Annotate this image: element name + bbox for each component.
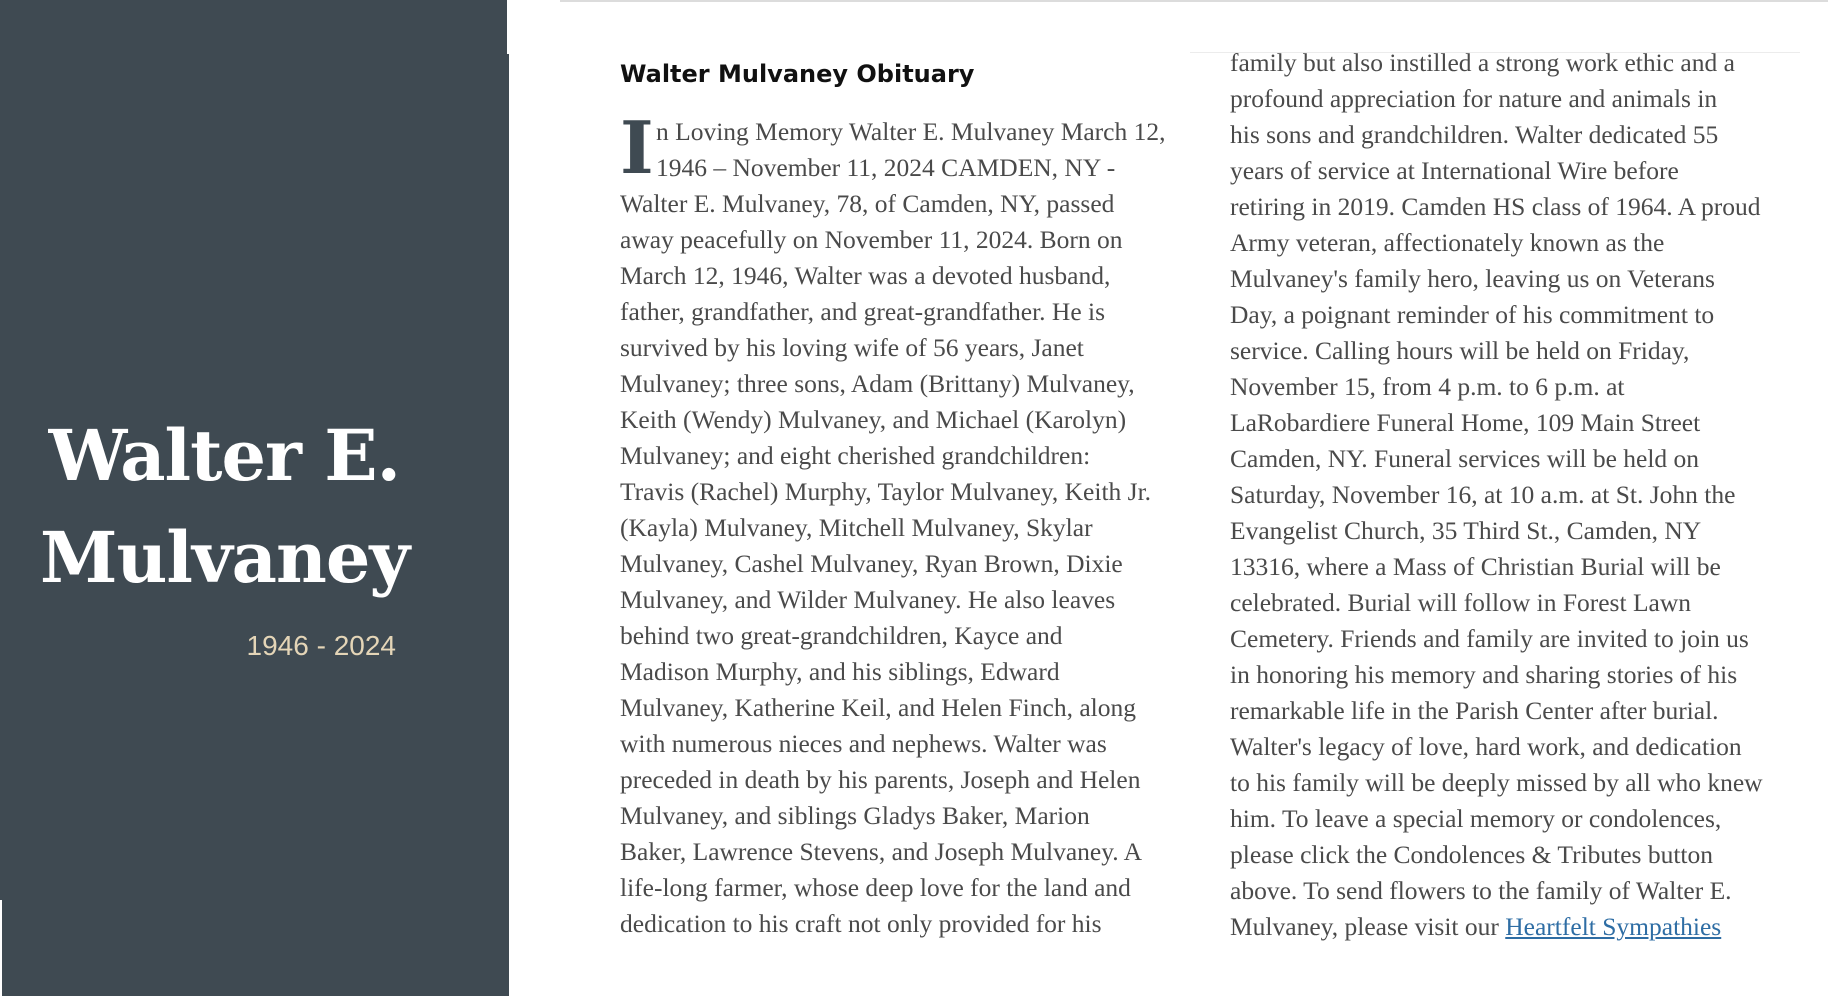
obituary-line: Mulvaney; and eight cherished grandchildren:	[620, 441, 1091, 470]
obituary-line: father, grandfather, and great-grandfather. He is	[620, 297, 1106, 326]
obituary-line: Army veteran, affectionately known as the	[1230, 228, 1665, 257]
obituary-line: Keith (Wendy) Mulvaney, and Michael (Karolyn)	[620, 405, 1127, 434]
heartfelt-sympathies-link[interactable]: Heartfelt Sympathies	[1505, 912, 1722, 941]
obituary-line: please click the Condolences & Tributes button	[1230, 840, 1714, 869]
obituary-line: (Kayla) Mulvaney, Mitchell Mulvaney, Skylar	[620, 513, 1093, 542]
obituary-line: Camden, NY. Funeral services will be held on	[1230, 444, 1700, 473]
obituary-line: Day, a poignant reminder of his commitment to	[1230, 300, 1715, 329]
obituary-line: Mulvaney, and siblings Gladys Baker, Marion	[620, 801, 1090, 830]
deceased-name	[40, 405, 410, 609]
obituary-line: LaRobardiere Funeral Home, 109 Main Street	[1230, 408, 1701, 437]
obituary-line-final	[1230, 909, 1763, 945]
obituary-line: in honoring his memory and sharing stories of his	[1230, 660, 1738, 689]
obituary-line: to his family will be deeply missed by all who knew	[1230, 768, 1763, 797]
top-divider	[560, 0, 1828, 2]
obituary-line: life-long farmer, whose deep love for the land and	[620, 873, 1131, 902]
obituary-line: away peacefully on November 11, 2024. Born on	[620, 225, 1123, 254]
obituary-line: remarkable life in the Parish Center after burial.	[1230, 696, 1719, 725]
obituary-title: Walter Mulvaney Obituary	[620, 60, 975, 88]
life-dates: 1946 - 2024	[246, 630, 396, 661]
obituary-line: celebrated. Burial will follow in Forest Lawn	[1230, 588, 1692, 617]
obituary-line: Saturday, November 16, at 10 a.m. at St. John the	[1230, 480, 1736, 509]
obituary-line: Mulvaney, Cashel Mulvaney, Ryan Brown, Dixie	[620, 549, 1123, 578]
obituary-text-right-column	[1230, 45, 1763, 945]
obituary-line: retiring in 2019. Camden HS class of 1964. A proud	[1230, 192, 1761, 221]
obituary-line: with numerous nieces and nephews. Walter was	[620, 729, 1107, 758]
obituary-line: behind two great-grandchildren, Kayce and	[620, 621, 1063, 650]
obituary-line: 1946 – November 11, 2024 CAMDEN, NY -	[656, 153, 1116, 182]
obituary-line: him. To leave a special memory or condolences,	[1230, 804, 1722, 833]
banner-notch-top	[507, 0, 517, 54]
obituary-line: 13316, where a Mass of Christian Burial will be	[1230, 552, 1721, 581]
obituary-line: Mulvaney; three sons, Adam (Brittany) Mulvaney,	[620, 369, 1135, 398]
obituary-line: Cemetery. Friends and family are invited to join us	[1230, 624, 1749, 653]
obituary-line: Baker, Lawrence Stevens, and Joseph Mulvaney. A	[620, 837, 1143, 866]
obituary-line: profound appreciation for nature and animals in	[1230, 84, 1718, 113]
obituary-line: Evangelist Church, 35 Third St., Camden, NY	[1230, 516, 1702, 545]
obituary-line: survived by his loving wife of 56 years, Janet	[620, 333, 1084, 362]
obituary-line: dedication to his craft not only provided for his	[620, 909, 1102, 938]
final-line-text: Mulvaney, please visit our	[1230, 912, 1506, 941]
obituary-line: November 15, from 4 p.m. to 6 p.m. at	[1230, 372, 1625, 401]
name-banner	[0, 0, 509, 996]
obituary-line: above. To send flowers to the family of Walter E.	[1230, 876, 1732, 905]
obituary-line: his sons and grandchildren. Walter dedicated 55	[1230, 120, 1719, 149]
obituary-line: March 12, 1946, Walter was a devoted husband,	[620, 261, 1111, 290]
obituary-text-left-column	[620, 105, 1166, 942]
obituary-line: preceded in death by his parents, Joseph and Helen	[620, 765, 1141, 794]
obituary-line: Mulvaney's family hero, leaving us on Veterans	[1230, 264, 1715, 293]
obituary-line: Mulvaney, Katherine Keil, and Helen Finch, along	[620, 693, 1136, 722]
name-line-1: Walter E.	[48, 414, 400, 497]
name-line-2: Mulvaney	[40, 516, 410, 599]
obituary-line: Mulvaney, and Wilder Mulvaney. He also leaves	[620, 585, 1116, 614]
obituary-line: Madison Murphy, and his siblings, Edward	[620, 657, 1060, 686]
obituary-line: Walter E. Mulvaney, 78, of Camden, NY, passed	[620, 189, 1115, 218]
obituary-line: family but also instilled a strong work ethic and a	[1230, 48, 1735, 77]
obituary-line: years of service at International Wire before	[1230, 156, 1679, 185]
banner-notch-bottom	[0, 900, 2, 996]
obituary-line: service. Calling hours will be held on Friday,	[1230, 336, 1690, 365]
obituary-line: Walter's legacy of love, hard work, and dedication	[1230, 732, 1742, 761]
drop-cap: I	[620, 105, 654, 190]
obituary-line: Travis (Rachel) Murphy, Taylor Mulvaney, Keith Jr.	[620, 477, 1152, 506]
obituary-line: n Loving Memory Walter E. Mulvaney March 12,	[656, 117, 1166, 146]
